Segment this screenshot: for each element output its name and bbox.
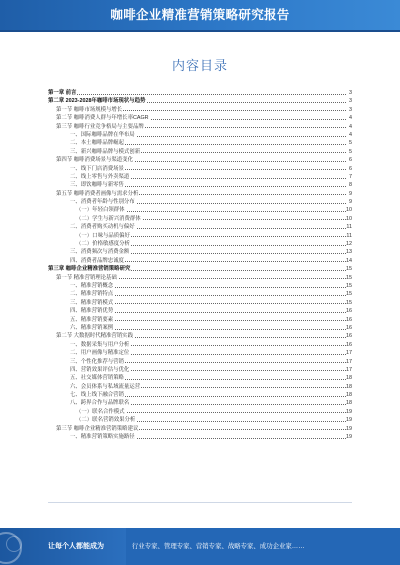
toc-page-number: 12 (346, 241, 352, 248)
toc-entry[interactable] (48, 307, 352, 315)
toc-entry-label: 第三节 咖啡企业精准营销策略建议 (56, 425, 139, 432)
toc-entry-label: 第一章 前言 (48, 90, 77, 96)
toc-page-number: 4 (346, 114, 352, 122)
toc-entry[interactable] (48, 97, 352, 105)
toc-entry[interactable] (48, 290, 352, 298)
page-divider (48, 502, 352, 503)
toc-entry-label: 二、线上零售与外卖渠道 (70, 173, 130, 180)
toc-entry[interactable] (48, 165, 352, 173)
toc-entry[interactable] (48, 274, 352, 282)
toc-page-number: 18 (346, 375, 352, 382)
toc-page-number: 10 (346, 215, 352, 222)
toc-entry[interactable] (48, 89, 352, 97)
toc-page-number: 19 (346, 417, 352, 424)
toc-entry-label: 第二节 咖啡消费人群与年增长率CAGR (56, 115, 149, 122)
toc-entry-label: 第三节 咖啡行业竞争格局与主要品牌 (56, 123, 144, 130)
toc-page-number: 19 (346, 434, 352, 441)
toc-page-number: 11 (346, 224, 352, 231)
toc-entry-label: （二）联名营销效果分析 (76, 417, 136, 424)
toc-entry[interactable] (48, 148, 352, 156)
toc-page-number: 16 (346, 308, 352, 315)
toc-page-number: 18 (346, 392, 352, 399)
toc-entry[interactable] (48, 248, 352, 256)
toc-entry[interactable] (48, 156, 352, 164)
toc-page-number: 18 (346, 400, 352, 407)
toc-entry-label: （二）价格敏感度分析 (76, 241, 130, 248)
toc-leader-dots (48, 94, 346, 95)
toc-page-number: 3 (346, 97, 352, 105)
toc-page-number: 3 (346, 89, 352, 97)
toc-entry-label: 第一节 精准营销理论基础 (56, 274, 117, 281)
toc-entry-label: 四、精准营销优势 (70, 308, 114, 315)
toc-entry[interactable] (48, 416, 352, 424)
toc-entry[interactable] (48, 374, 352, 382)
toc-entry[interactable] (48, 131, 352, 139)
toc-page-number: 8 (346, 181, 352, 189)
toc-entry-label: 一、国际咖啡品牌在华布局 (70, 131, 135, 138)
toc-entry[interactable] (48, 433, 352, 441)
toc-page-number: 17 (346, 366, 352, 373)
toc-entry[interactable] (48, 366, 352, 374)
toc-entry[interactable] (48, 181, 352, 189)
toc-page-number: 15 (346, 299, 352, 306)
footer-circle-decor-inner (6, 536, 22, 552)
toc-entry-label: （一）联名合作模式 (76, 408, 125, 415)
toc-entry[interactable] (48, 332, 352, 340)
toc-page-number: 9 (346, 190, 352, 198)
toc-entry[interactable] (48, 257, 352, 265)
toc-entry-label: 一、数据采集与用户分析 (70, 341, 130, 348)
toc-entry-label: 一、精准营销策略实施路径 (70, 434, 135, 441)
toc-entry-label: 三、新兴咖啡品牌与模式创新 (70, 148, 141, 155)
toc-page-number: 13 (346, 249, 352, 256)
toc-page-number: 6 (346, 156, 352, 164)
toc-entry-label: 六、精准营销案例 (70, 324, 114, 331)
toc-entry-label: 六、会员体系与私域流量运营 (70, 383, 141, 390)
toc-title: 内容目录 (171, 58, 228, 73)
toc-entry-label: 五、社交媒体营销策略 (70, 375, 124, 382)
toc-entry[interactable] (48, 299, 352, 307)
report-title: 咖啡企业精准营销策略研究报告 (110, 8, 290, 22)
toc-entry[interactable] (48, 349, 352, 357)
toc-entry[interactable] (48, 399, 352, 407)
toc-page-number: 7 (346, 173, 352, 181)
toc-entry-label: 三、即饮咖啡与新零售 (70, 182, 124, 189)
toc-entry-label: 第二节 大数据时代精准营销实践 (56, 333, 133, 340)
toc-entry-label: 第四节 咖啡消费场景与渠道变化 (56, 157, 133, 164)
footer-banner (0, 528, 400, 565)
toc-entry-label: 四、营销效果评估与优化 (70, 366, 130, 373)
table-of-contents (48, 89, 352, 441)
toc-entry-label: 第三章 咖啡企业精准营销策略研究 (48, 266, 131, 273)
toc-page-number: 6 (346, 165, 352, 173)
toc-entry-label: （一）年轻白领群体 (76, 207, 125, 214)
toc-page-number: 16 (346, 333, 352, 340)
toc-page-number: 10 (346, 207, 352, 214)
toc-entry[interactable] (48, 206, 352, 214)
toc-page-number: 5 (346, 139, 352, 147)
toc-entry-label: 四、消费者品牌忠诚度 (70, 257, 124, 264)
toc-entry[interactable] (48, 341, 352, 349)
toc-entry[interactable] (48, 282, 352, 290)
toc-entry[interactable] (48, 324, 352, 332)
toc-entry[interactable] (48, 316, 352, 324)
footer-roles: 行业专家、管理专家、营销专家、战略专家、成功企业家…… (132, 543, 305, 550)
toc-page-number: 14 (346, 257, 352, 264)
toc-entry[interactable] (48, 391, 352, 399)
toc-page-number: 19 (346, 425, 352, 432)
toc-page-number: 16 (346, 324, 352, 331)
toc-entry[interactable] (48, 265, 352, 273)
toc-page-number: 17 (346, 358, 352, 365)
toc-entry-label: （二）学生与新兴消费群体 (76, 215, 141, 222)
toc-page-number: 18 (346, 383, 352, 390)
toc-entry[interactable] (48, 223, 352, 231)
toc-page-number: 4 (346, 131, 352, 139)
toc-entry-label: 第二章 2023-2028年咖啡市场现状与趋势 (48, 98, 146, 105)
toc-entry[interactable] (48, 232, 352, 240)
toc-entry[interactable] (48, 139, 352, 147)
toc-page-number: 16 (346, 341, 352, 348)
toc-entry[interactable] (48, 106, 352, 114)
toc-page-number: 5 (346, 148, 352, 156)
toc-entry-label: 三、个性化推荐与营销 (70, 358, 124, 365)
toc-entry[interactable] (48, 240, 352, 248)
toc-entry[interactable] (48, 425, 352, 433)
toc-page-number: 15 (346, 291, 352, 298)
toc-page-number: 19 (346, 408, 352, 415)
toc-entry[interactable] (48, 173, 352, 181)
toc-entry-label: （一）口味与品质偏好 (76, 232, 130, 239)
toc-entry-label: 二、本土咖啡品牌崛起 (70, 140, 124, 147)
toc-entry-label: 二、消费者购买动机与偏好 (70, 224, 135, 231)
toc-entry-label: 第五节 咖啡消费者画像与需求分析 (56, 190, 139, 197)
toc-page-number: 11 (346, 232, 352, 239)
toc-entry[interactable] (48, 123, 352, 131)
toc-entry[interactable] (48, 383, 352, 391)
toc-entry-label: 七、线上线下融合营销 (70, 392, 124, 399)
toc-page-number: 3 (346, 106, 352, 114)
toc-entry-label: 一、精准营销概念 (70, 282, 114, 289)
toc-entry[interactable] (48, 114, 352, 122)
header-divider (0, 30, 400, 32)
toc-entry[interactable] (48, 358, 352, 366)
toc-entry-label: 八、跨界合作与品牌联名 (70, 400, 130, 407)
toc-page-number: 17 (346, 350, 352, 357)
toc-entry[interactable] (48, 198, 352, 206)
toc-page-number: 15 (346, 282, 352, 289)
toc-entry-label: 五、精准营销要素 (70, 316, 114, 323)
toc-entry-label: 三、消费频次与消费金额 (70, 249, 130, 256)
toc-page-number: 4 (346, 123, 352, 131)
toc-page-number: 15 (346, 266, 352, 273)
toc-page-number: 16 (346, 316, 352, 323)
toc-page-number: 15 (346, 274, 352, 281)
toc-entry-label: 一、线下门店消费场景 (70, 165, 124, 172)
toc-entry-label: 二、用户画像与精准定位 (70, 350, 130, 357)
footer-slogan: 让每个人都能成为 (48, 543, 104, 550)
toc-page-number: 9 (346, 198, 352, 206)
toc-entry-label: 三、精准营销模式 (70, 299, 114, 306)
toc-entry-label: 一、消费者年龄与性别分布 (70, 199, 135, 206)
toc-entry[interactable] (48, 190, 352, 198)
toc-entry-label: 第一节 咖啡市场规模与增长 (56, 106, 123, 113)
toc-entry[interactable] (48, 408, 352, 416)
toc-entry[interactable] (48, 215, 352, 223)
toc-entry-label: 二、精准营销特点 (70, 291, 114, 298)
